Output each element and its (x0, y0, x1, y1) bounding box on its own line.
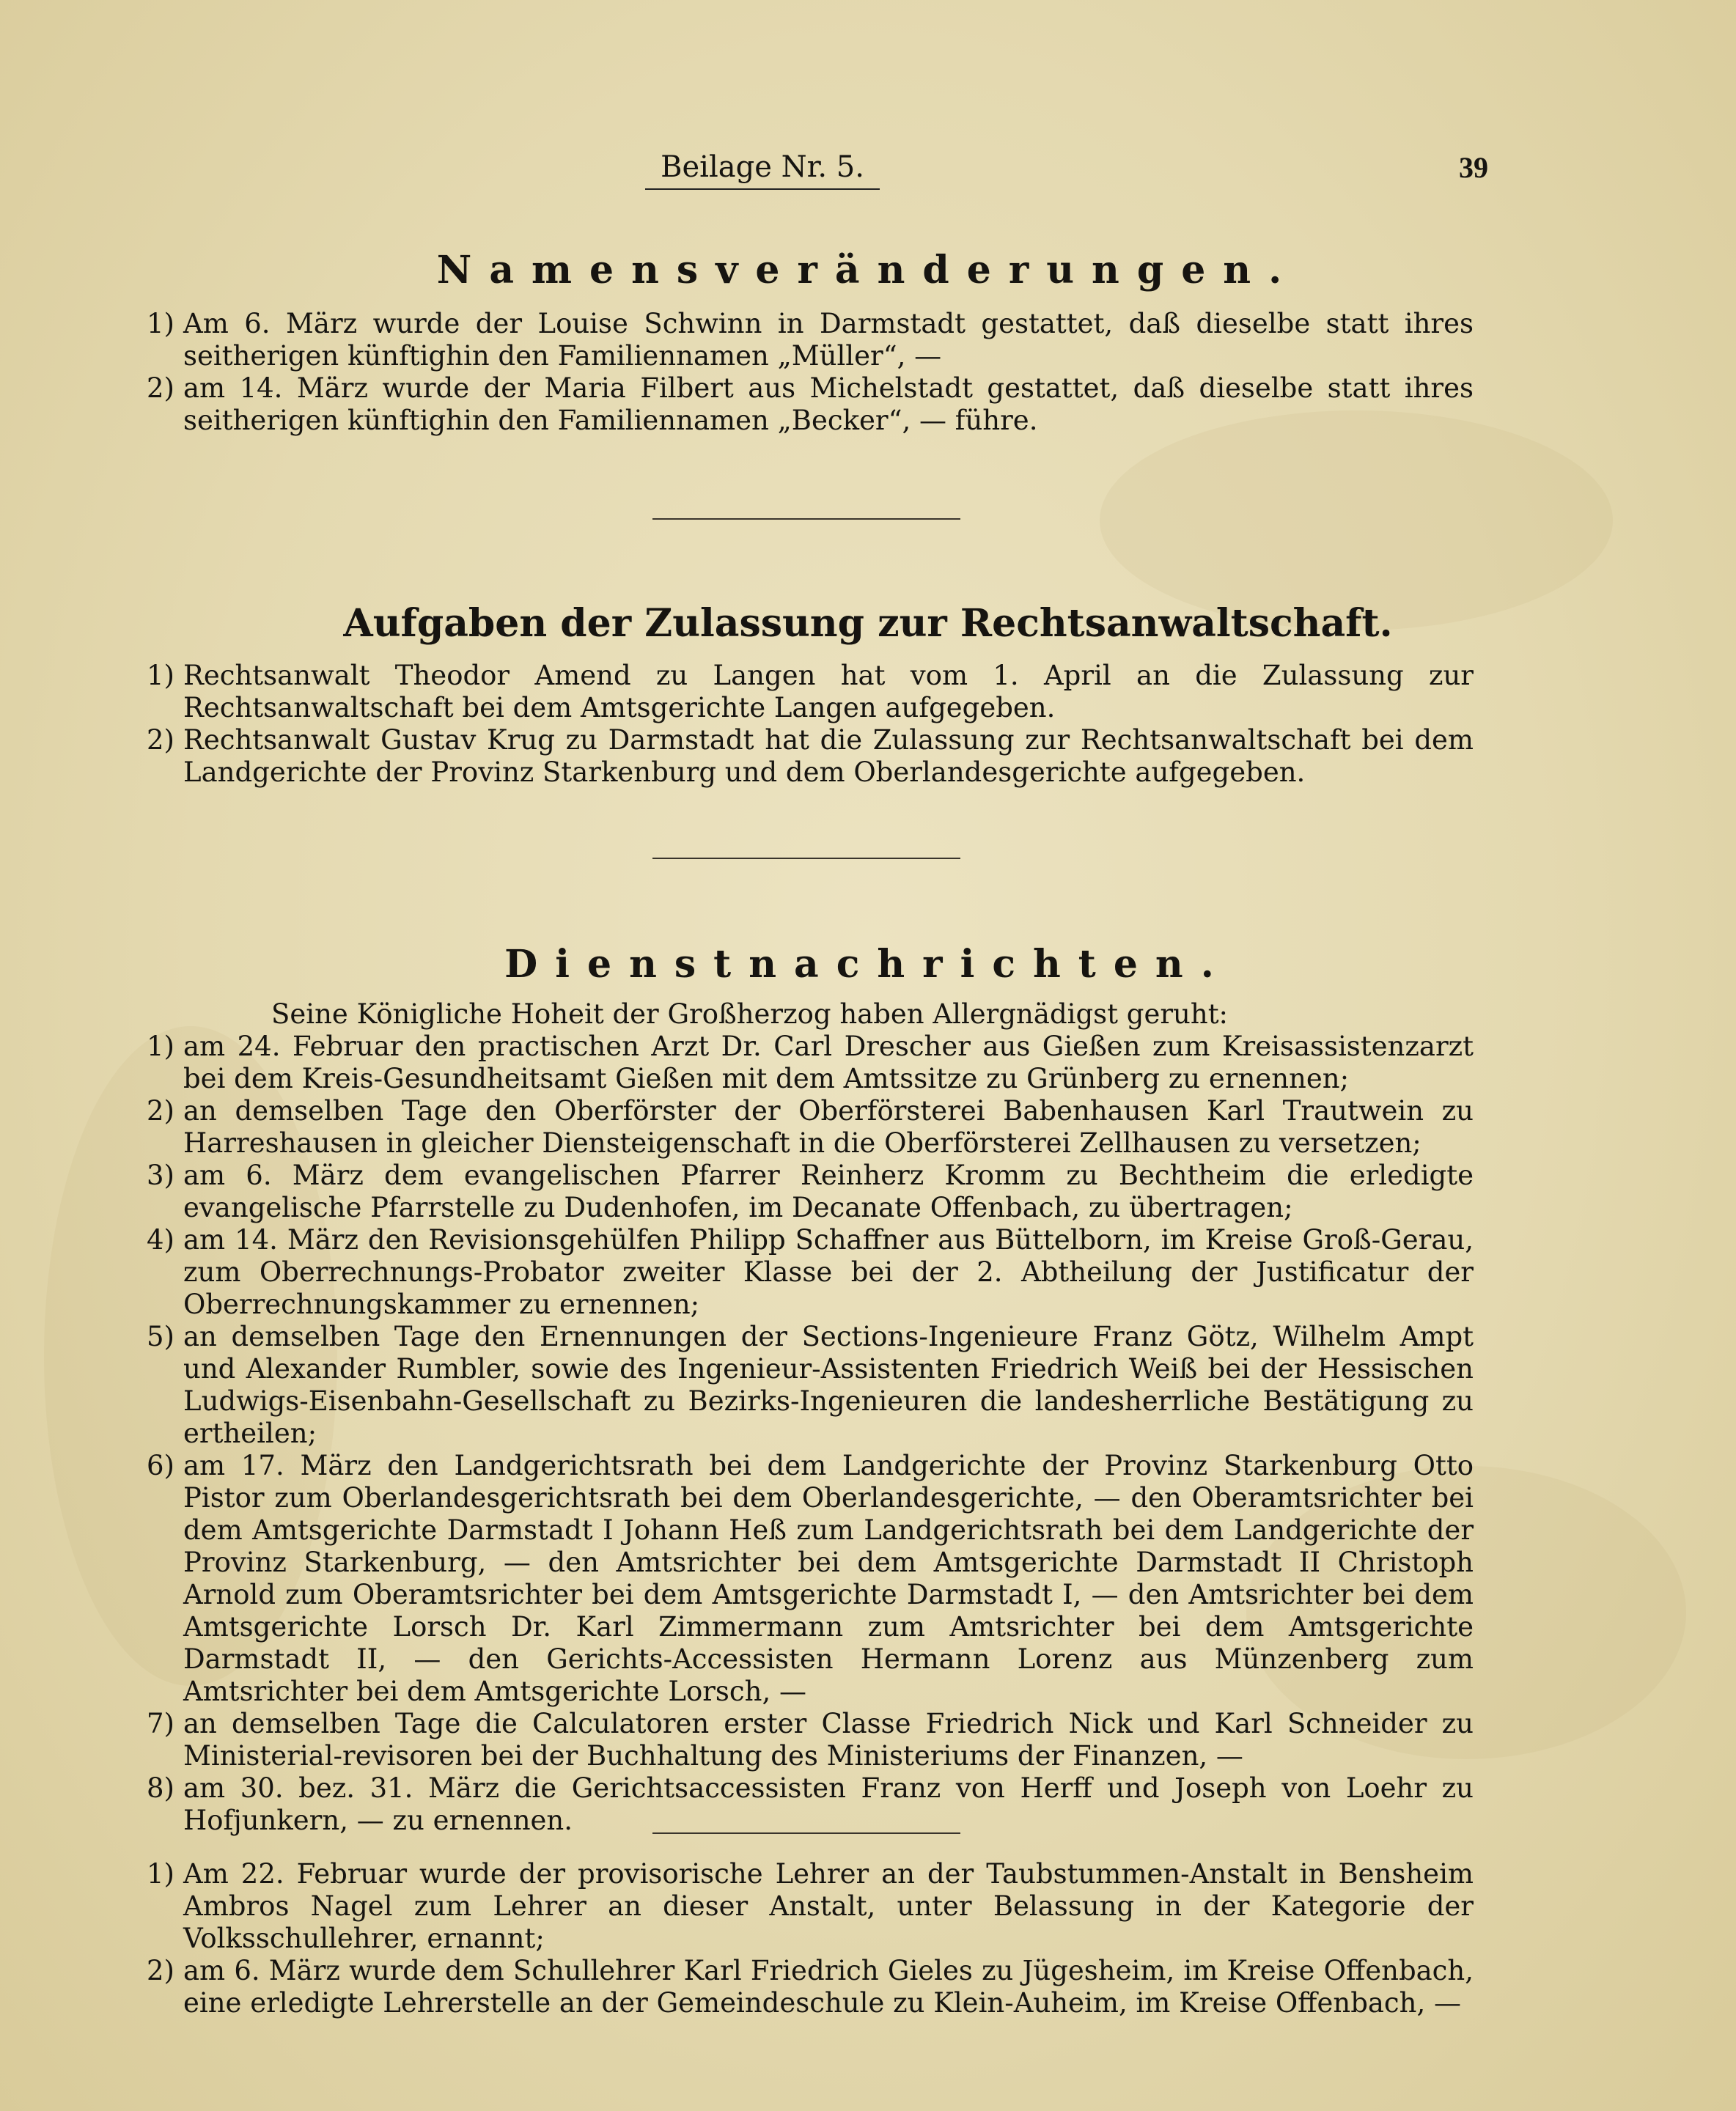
section-title-dienstnachrichten: Dienstnachrichten. (504, 942, 1232, 987)
list-item (132, 1858, 1474, 1955)
item-number: 1) (147, 1858, 174, 1890)
intro-text: Seine Königliche Hoheit der Großherzog haben Allergnädigst geruht: (271, 998, 1229, 1030)
item-number: 3) (147, 1160, 174, 1191)
item-text: an demselben Tage den Oberförster der Oberförsterei Babenhausen Karl Trautwein zu Harreshausen in gleicher Diensteigenschaft in die Oberförsterei Zellhausen zu versetzen; (183, 1095, 1474, 1159)
list-item (132, 1160, 1474, 1224)
paper-stain (1100, 410, 1613, 630)
item-text: am 30. bez. 31. März die Gerichtsaccessisten Franz von Herff und Joseph von Loehr zu Hofjunkern, — zu ernennen. (183, 1772, 1474, 1836)
item-text: am 17. März den Landgerichtsrath bei dem Landgerichte der Provinz Starkenburg Otto Pistor zum Oberlandesgerichtsrath bei dem Oberlandesgerichte, — den Oberamtsrichter bei dem Amtsgerichte Darmstadt I Johann Heß zum Landgerichtsrath bei dem Landgerichte der Provinz Starkenburg, — den Amtsrichter bei dem Amtsgerichte Darmstadt II Christoph Arnold zum Oberamtsrichter bei dem Amtsgerichte Darmstadt I, — den Amtsrichter bei dem Amtsgerichte Lorsch Dr. Karl Zimmermann zum Amtsrichter bei dem Amtsgerichte Darmstadt II, — den Gerichts-Accessisten Hermann Lorenz aus Münzenberg zum Amtsrichter bei dem Amtsgerichte Lorsch, — (183, 1450, 1474, 1707)
dienstnachrichten-list (132, 998, 1474, 1837)
item-text: an demselben Tage die Calculatoren erster Classe Friedrich Nick und Karl Schneider zu Ministerial-revisoren bei der Buchhaltung des Ministeriums der Finanzen, — (183, 1708, 1474, 1772)
item-text: Am 6. März wurde der Louise Schwinn in Darmstadt gestattet, daß dieselbe statt ihres seitherigen künftighin den Familiennamen „Müller“, — (183, 308, 1474, 372)
section-divider (652, 858, 960, 859)
item-number: 2) (147, 372, 174, 404)
list-item (132, 1955, 1474, 2019)
list-item (132, 1031, 1474, 1095)
section-title-namensveraenderungen: Namensveränderungen. (436, 248, 1300, 292)
item-number: 4) (147, 1224, 174, 1256)
list-item (132, 724, 1474, 789)
namensveraenderungen-list (132, 308, 1474, 437)
item-text: an demselben Tage den Ernennungen der Sections-Ingenieure Franz Götz, Wilhelm Ampt und Alexander Rumbler, sowie des Ingenieur-Assistenten Friedrich Weiß bei der Hessischen Ludwigs-Eisenbahn-Gesellschaft zu Bezirks-Ingenieuren die landesherrliche Bestätigung zu ertheilen; (183, 1321, 1474, 1449)
item-text: am 6. März dem evangelischen Pfarrer Reinherz Kromm zu Bechtheim die erledigte evangelische Pfarrstelle zu Dudenhofen, im Decanate Offenbach, zu übertragen; (183, 1160, 1474, 1223)
item-text: am 6. März wurde dem Schullehrer Karl Friedrich Gieles zu Jügesheim, im Kreise Offenbach, eine erledigte Lehrerstelle an der Gemeindeschule zu Klein-Auheim, im Kreise Offenbach, — (183, 1955, 1474, 2019)
page-header (0, 150, 1736, 202)
item-number: 2) (147, 724, 174, 756)
running-head: Beilage Nr. 5. (645, 150, 880, 190)
list-item (132, 1095, 1474, 1160)
list-item (132, 660, 1474, 724)
section-divider (652, 1832, 960, 1834)
item-text: Am 22. Februar wurde der provisorische Lehrer an der Taubstummen-Anstalt in Bensheim Ambros Nagel zum Lehrer an dieser Anstalt, unter Belassung in der Kategorie der Volksschullehrer, ernannt; (183, 1858, 1474, 1954)
list-item (132, 1224, 1474, 1321)
item-text: am 24. Februar den practischen Arzt Dr. Carl Drescher aus Gießen zum Kreisassistenzarzt bei dem Kreis-Gesundheitsamt Gießen mit dem Amtssitze zu Grünberg zu ernennen; (183, 1031, 1474, 1094)
item-text: Rechtsanwalt Gustav Krug zu Darmstadt hat die Zulassung zur Rechtsanwaltschaft bei dem Landgerichte der Provinz Starkenburg und dem Oberlandesgerichte aufgegeben. (183, 724, 1474, 788)
list-item (132, 1321, 1474, 1450)
item-number: 1) (147, 308, 174, 339)
item-number: 2) (147, 1955, 174, 1986)
section-title-aufgaben: Aufgaben der Zulassung zur Rechtsanwaltschaft. (343, 601, 1393, 646)
page-number: 39 (1459, 151, 1488, 184)
aufgaben-list (132, 660, 1474, 789)
list-item (132, 308, 1474, 372)
list-item (132, 1772, 1474, 1837)
item-number: 7) (147, 1708, 174, 1739)
item-text: Rechtsanwalt Theodor Amend zu Langen hat vom 1. April an die Zulassung zur Rechtsanwaltschaft bei dem Amtsgerichte Langen aufgegeben. (183, 660, 1474, 723)
list-item (132, 1450, 1474, 1708)
item-number: 1) (147, 1031, 174, 1062)
item-number: 2) (147, 1095, 174, 1127)
list-item (132, 372, 1474, 437)
list-item (132, 1708, 1474, 1772)
item-number: 8) (147, 1772, 174, 1804)
item-number: 6) (147, 1450, 174, 1481)
schule-list (132, 1858, 1474, 2019)
section-divider (652, 518, 960, 520)
item-text: am 14. März den Revisionsgehülfen Philipp Schaffner aus Büttelborn, im Kreise Groß-Gerau, zum Oberrechnungs-Probator zweiter Klasse bei der 2. Abtheilung der Justificatur der Oberrechnungskammer zu ernennen; (183, 1224, 1474, 1320)
item-number: 1) (147, 660, 174, 691)
item-number: 5) (147, 1321, 174, 1352)
item-text: am 14. März wurde der Maria Filbert aus Michelstadt gestattet, daß dieselbe statt ihres seitherigen künftighin den Familiennamen „Becker“, — führe. (183, 372, 1474, 436)
